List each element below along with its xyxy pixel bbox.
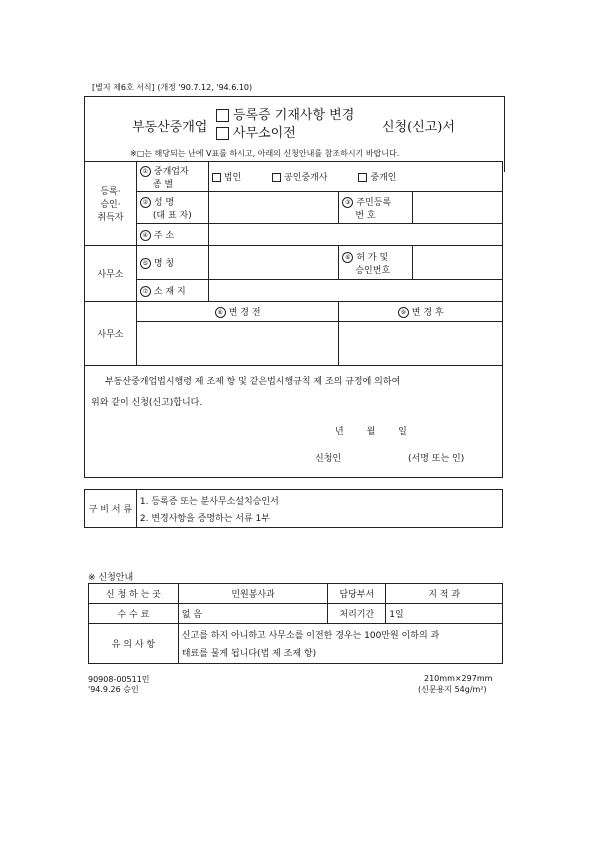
guide-key: 처리기간 (328, 604, 386, 624)
declaration-line-1: 부동산중개업법시행령 제 조제 항 및 같은법시행규칙 제 조의 규정에 의하여 (105, 377, 401, 387)
before-change-field[interactable] (136, 322, 338, 366)
office-name-label-text: 명 칭 (153, 259, 175, 269)
num-icon: ③ (342, 197, 353, 208)
declaration-cell (85, 366, 503, 478)
change-office-label: 사무소 (85, 302, 137, 366)
guide-title: ※ 신청안내 (88, 573, 134, 583)
name-sub-label: (대 표 자) (152, 210, 192, 221)
num-icon: ④ (140, 230, 151, 241)
checkbox-icon[interactable] (212, 173, 221, 182)
guide-key: 담당부서 (328, 584, 386, 604)
footer-code: 90908-00511민 (88, 675, 150, 684)
num-icon: ① (140, 166, 151, 177)
guide-note-label: 유 의 사 항 (89, 624, 179, 664)
title-option-1-label: 등록증 기재사항 변경 (233, 108, 355, 123)
declaration-date: 년 월 일 (335, 427, 407, 437)
applicant-label: 신청인 (315, 454, 342, 464)
permit-number-field[interactable] (413, 246, 503, 280)
office-name-label (136, 246, 208, 280)
office-name-field[interactable] (208, 246, 339, 280)
guide-value: 지 적 과 (386, 584, 503, 604)
title-option-1[interactable] (216, 104, 354, 123)
option-broker[interactable] (358, 173, 396, 183)
paper-size: 210mm×297mm (424, 674, 493, 683)
form-reference: [별지 제6호 서식] (개정 '90.7.12, '94.6.10) (92, 83, 253, 92)
option-corporation[interactable] (212, 173, 241, 183)
broker-type-label (136, 162, 208, 192)
office-label: 사무소 (85, 246, 137, 302)
main-form-table (84, 161, 503, 528)
name-label (136, 192, 208, 224)
guide-table (88, 583, 503, 664)
checkbox-icon[interactable] (272, 173, 281, 182)
instruction-note: ※□는 해당되는 난에 V표를 하시고, 아래의 신청안내를 참조하시기 바랍니다. (130, 149, 400, 158)
signature-label: (서명 또는 인) (408, 454, 465, 464)
after-change-label: 변 경 후 (411, 308, 444, 318)
registrant-label-line: 승인· (100, 200, 121, 210)
declaration-line-2: 위와 같이 신청(신고)합니다. (91, 398, 203, 408)
num-icon: ⑤ (140, 258, 151, 269)
after-change-field[interactable] (339, 322, 503, 366)
address-label (136, 224, 208, 246)
name-label-text: 성 명 (153, 197, 175, 208)
guide-key: 수 수 료 (89, 604, 179, 624)
checkbox-icon[interactable] (358, 173, 367, 182)
broker-type-options (208, 162, 502, 192)
guide-value: 민원봉사과 (178, 584, 328, 604)
permit-number-label (339, 246, 413, 280)
guide-value: 없 음 (178, 604, 328, 624)
option-label: 중개인 (370, 173, 397, 183)
title-option-2-label: 사무소이전 (233, 126, 296, 141)
required-doc-item: 2. 변경사항을 증명하는 서류 1부 (139, 513, 270, 524)
option-licensed-broker[interactable] (272, 173, 327, 183)
name-field[interactable] (208, 192, 339, 224)
spacer (85, 478, 503, 490)
resident-number-label (339, 192, 413, 224)
footer-approval: '94.9.26 승인 (88, 685, 139, 694)
permit-label-1: 허 가 및 (356, 252, 389, 263)
checkbox-icon[interactable] (216, 109, 229, 122)
broker-type-label-2: 종 별 (152, 179, 174, 190)
guide-note-line: 태료를 물게 됩니다(법 제 조제 항) (181, 649, 317, 659)
title-prefix: 부동산중개업 (132, 120, 208, 135)
required-docs-list (136, 490, 502, 528)
required-docs-label: 구 비 서 류 (85, 490, 137, 528)
title-option-2[interactable] (216, 122, 296, 141)
registrant-label-line: 등록· (100, 187, 121, 197)
address-field[interactable] (208, 224, 502, 246)
guide-value: 1일 (386, 604, 503, 624)
location-field[interactable] (208, 280, 502, 302)
guide-note (178, 624, 502, 664)
after-change-header (339, 302, 503, 322)
permit-label-2: 승인번호 (355, 265, 391, 276)
title-suffix: 신청(신고)서 (382, 120, 455, 135)
broker-type-label-1: 중개업자 (153, 166, 189, 177)
address-label-text: 주 소 (153, 231, 175, 241)
location-label-text: 소 재 지 (153, 287, 186, 297)
registrant-label (85, 162, 137, 246)
num-icon: ⑧ (215, 307, 226, 318)
guide-note-line: 신고를 하지 아니하고 사무소를 이전한 경우는 100만원 이하의 과 (181, 631, 440, 641)
resident-number-field[interactable] (413, 192, 503, 224)
num-icon: ⑦ (140, 286, 151, 297)
registrant-label-line: 취득자 (97, 213, 124, 223)
before-change-header (136, 302, 338, 322)
option-label: 공인중개사 (284, 173, 328, 183)
checkbox-icon[interactable] (216, 127, 229, 140)
resident-number-label-2: 번 호 (355, 210, 376, 221)
guide-key: 신 청 하 는 곳 (89, 584, 179, 604)
num-icon: ② (140, 197, 151, 208)
num-icon: ⑥ (342, 252, 353, 263)
required-doc-item: 1. 등록증 또는 분사무소설치승인서 (139, 496, 279, 507)
option-label: 법인 (223, 173, 242, 183)
paper-spec: (신문용지 54g/m²) (418, 685, 487, 694)
resident-number-label-1: 주민등록 (356, 197, 392, 208)
before-change-label: 변 경 전 (228, 308, 261, 318)
location-label (136, 280, 208, 302)
num-icon: ⑨ (398, 307, 409, 318)
